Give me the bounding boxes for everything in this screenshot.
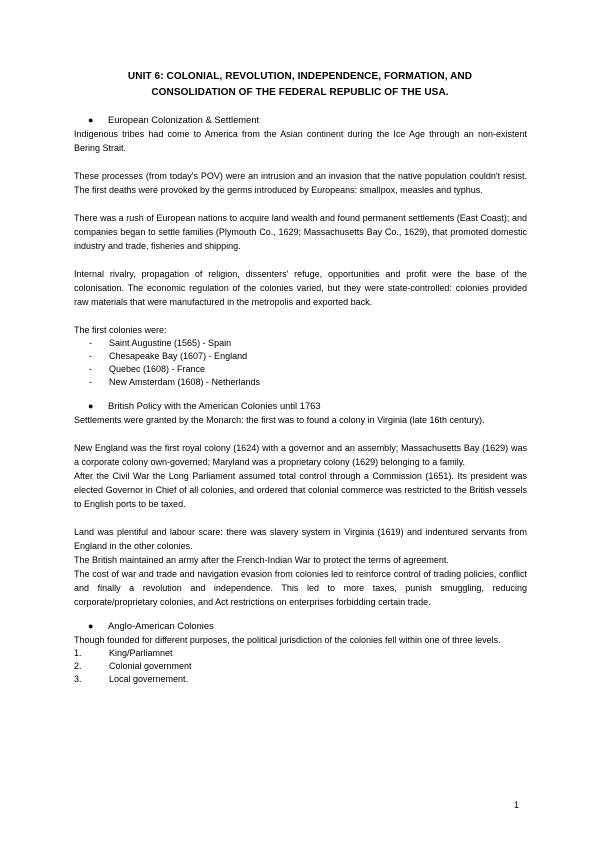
section-heading-anglo-american [74,619,527,633]
list-item: - Chesapeake Bay (1607) - England [89,351,248,361]
paragraph: Land was plentiful and labour scare: there was slavery system in Virginia (1619) and indentured servants from England in the other colonies. [74,527,527,551]
paragraph: The British maintained an army after the French-Indian War to protect the terms of agreement. [74,555,449,565]
paragraph: Internal rivalry, propagation of religion, dissenters' refuge, opportunities and profit were the base of the colonisation. The economic regulation of the colonies varied, but they were state-controlled: colonies provided raw materials that were manufactured in the metropolis and exported back. [74,269,527,307]
jurisdiction-levels-list [74,647,527,686]
bullet-icon: ● [88,621,94,631]
list-item: 3. Local governement. [74,674,189,684]
list-item: 1. King/Parliamnet [74,648,173,658]
list-item: - Quebec (1608) - France [89,364,206,374]
paragraph: These processes (from today's POV) were an intrusion and an invasion that the native population couldn't resist. The first deaths were provoked by the germs introduced by Europeans: smallpox, measles and typhus. [74,171,527,195]
paragraph: Indigenous tribes had come to America from the Asian continent during the Ice Age through an non-existent Bering Strait. [74,129,527,153]
page-title: UNIT 6: COLONIAL, REVOLUTION, INDEPENDENCE, FORMATION, AND CONSOLIDATION OF THE FEDERAL REPUBLIC OF THE USA. [127,71,473,98]
paragraph: The first colonies were: [74,325,167,335]
document-body [74,113,527,686]
paragraph: The cost of war and trade and navigation evasion from colonies led to reinforce control of trading policies, conflict and finally a revolution and independence. This led to more taxes, punish smuggling, reducing corporate/proprietary colonies, and Act restrictions on enterprises forbidding certain trade. [74,569,527,607]
bullet-icon: ● [88,115,94,125]
section-heading-text: European Colonization & Settlement [108,114,260,125]
list-item: - New Amsterdam (1608) - Netherlands [89,377,261,387]
paragraph: There was a rush of European nations to acquire land wealth and found permanent settlements (East Coast); and companies began to settle families (Plymouth Co., 1629; Massachusetts Bay Co., 1629), that promoted domestic industry and trade, fisheries and shipping. [74,213,527,251]
paragraph: New England was the first royal colony (1624) with a governor and an assembly; Massachusetts Bay (1629) was a corporate colony own-governed; Maryland was a proprietary colony (1629) belonging to a family. [74,443,527,467]
section-heading-text: Anglo-American Colonies [108,620,214,631]
paragraph: After the Civil War the Long Parliament assumed total control through a Commission (1651). Its president was elected Governor in Chief of all colonies, and ordered that colonial commerce was restricted to the British vessels to English ports to be taxed. [74,471,527,509]
section-heading-british-policy [74,399,527,413]
paragraph: Settlements were granted by the Monarch: the first was to found a colony in Virginia (late 16th century). [74,415,485,425]
list-item: - Saint Augustine (1565) - Spain [89,338,232,348]
section-heading-european-colonization [74,113,527,127]
page-number: 1 [514,800,520,810]
list-item: 2. Colonial government [74,661,192,671]
section-heading-text: British Policy with the American Colonies until 1763 [108,400,321,411]
bullet-icon: ● [88,401,94,411]
first-colonies-list [74,337,527,389]
paragraph: Though founded for different purposes, the political jurisdiction of the colonies fell within one of three levels. [74,635,501,645]
